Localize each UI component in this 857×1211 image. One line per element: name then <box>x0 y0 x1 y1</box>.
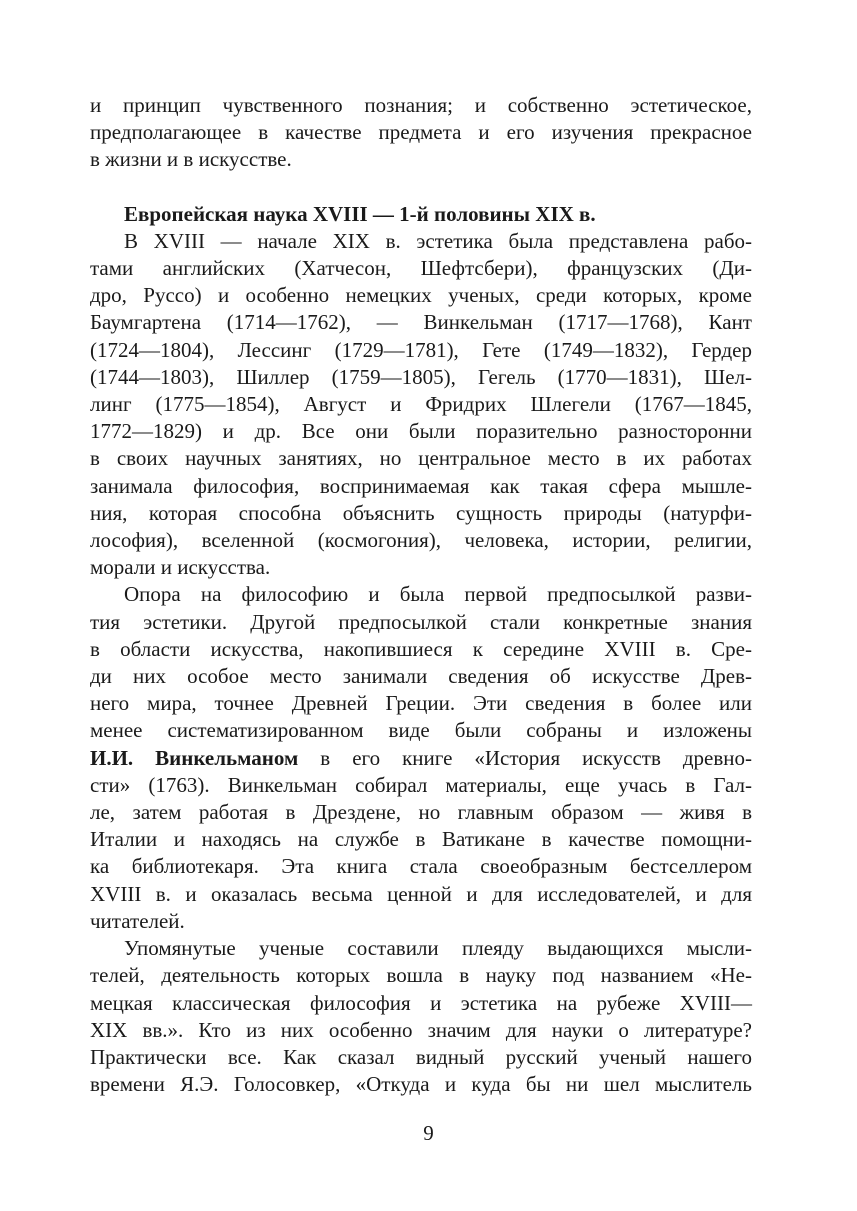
text-line: линг (1775—1854), Август и Фридрих Шлегели (1767—1845, <box>90 392 752 417</box>
text-line: XVIII в. и оказалась весьма ценной и для исследователей, и для <box>90 881 752 906</box>
paragraph-3 <box>90 935 752 1098</box>
text-line: мецкая классическая философия и эстетика на рубеже XVIII— <box>90 990 752 1015</box>
text-line: Италии и находясь на службе в Ватикане в качестве помощни- <box>90 827 752 852</box>
intro-paragraph <box>90 92 752 174</box>
text-line: ния, которая способна объяснить сущность природы (натурфи- <box>90 500 752 525</box>
text-line: предполагающее в качестве предмета и его изучения прекрасное <box>90 120 752 145</box>
text-line: лософия), вселенной (космогония), человека, истории, религии, <box>90 528 752 553</box>
text-line: морали и искусства. <box>90 555 271 580</box>
page-body <box>90 92 752 1098</box>
section-heading: Европейская наука XVIII — 1-й половины XIX в. <box>124 201 596 226</box>
text-line: него мира, точнее Древней Греции. Эти сведения в более или <box>90 691 752 716</box>
paragraph-1 <box>90 228 752 582</box>
text-line: XIX вв.». Кто из них особенно значим для науки о литературе? <box>90 1017 752 1042</box>
text-line: Практически все. Как сказал видный русский ученый нашего <box>90 1044 752 1069</box>
text-line-with-bold-name <box>90 745 752 772</box>
text-line: менее систематизированном виде были собраны и изложены <box>90 718 752 743</box>
text-line: в жизни и в искусстве. <box>90 147 292 172</box>
text-line: Баумгартена (1714—1762), — Винкельман (1717—1768), Кант <box>90 310 752 335</box>
text-line: Опора на философию и была первой предпосылкой разви- <box>124 582 752 607</box>
text-line: читателей. <box>90 908 185 933</box>
text-line: тия эстетики. Другой предпосылкой стали конкретные знания <box>90 609 752 634</box>
text-line: в области искусства, накопившиеся к середине XVIII в. Сре- <box>90 636 752 661</box>
page-number: 9 <box>423 1121 434 1145</box>
paragraph-2 <box>90 581 752 935</box>
author-name-bold: И.И. Винкельманом <box>90 745 299 770</box>
text-line: телей, деятельность которых вошла в науку под названием «Не- <box>90 963 752 988</box>
text-line: ле, затем работая в Дрездене, но главным образом — живя в <box>90 800 752 825</box>
text-line: ди них особое место занимали сведения об искусстве Древ- <box>90 664 752 689</box>
text-line: ка библиотекаря. Эта книга стала своеобразным бестселлером <box>90 854 752 879</box>
text-line: занимала философия, воспринимаемая как такая сфера мышле- <box>90 473 752 498</box>
text-line: (1744—1803), Шиллер (1759—1805), Гегель (1770—1831), Шел- <box>90 364 752 389</box>
text-line: (1724—1804), Лессинг (1729—1781), Гете (1749—1832), Гердер <box>90 337 752 362</box>
text-line: тами английских (Хатчесон, Шефтсбери), французских (Ди- <box>90 256 752 281</box>
text-line: дро, Руссо) и особенно немецких ученых, среди которых, кроме <box>90 283 752 308</box>
text-fragment: в его книге «История искусств древно- <box>298 745 752 770</box>
text-line: времени Я.Э. Голосовкер, «Откуда и куда бы ни шел мыслитель <box>90 1072 752 1097</box>
text-line: в своих научных занятиях, но центральное место в их работах <box>90 446 752 471</box>
text-line: В XVIII — начале XIX в. эстетика была представлена рабо- <box>124 228 752 253</box>
text-line: 1772—1829) и др. Все они были поразительно разносторонни <box>90 419 752 444</box>
text-line: Упомянутые ученые составили плеяду выдающихся мысли- <box>124 936 752 961</box>
text-line: и принцип чувственного познания; и собственно эстетическое, <box>90 93 752 117</box>
text-line: сти» (1763). Винкельман собирал материалы, еще учась в Гал- <box>90 772 752 797</box>
